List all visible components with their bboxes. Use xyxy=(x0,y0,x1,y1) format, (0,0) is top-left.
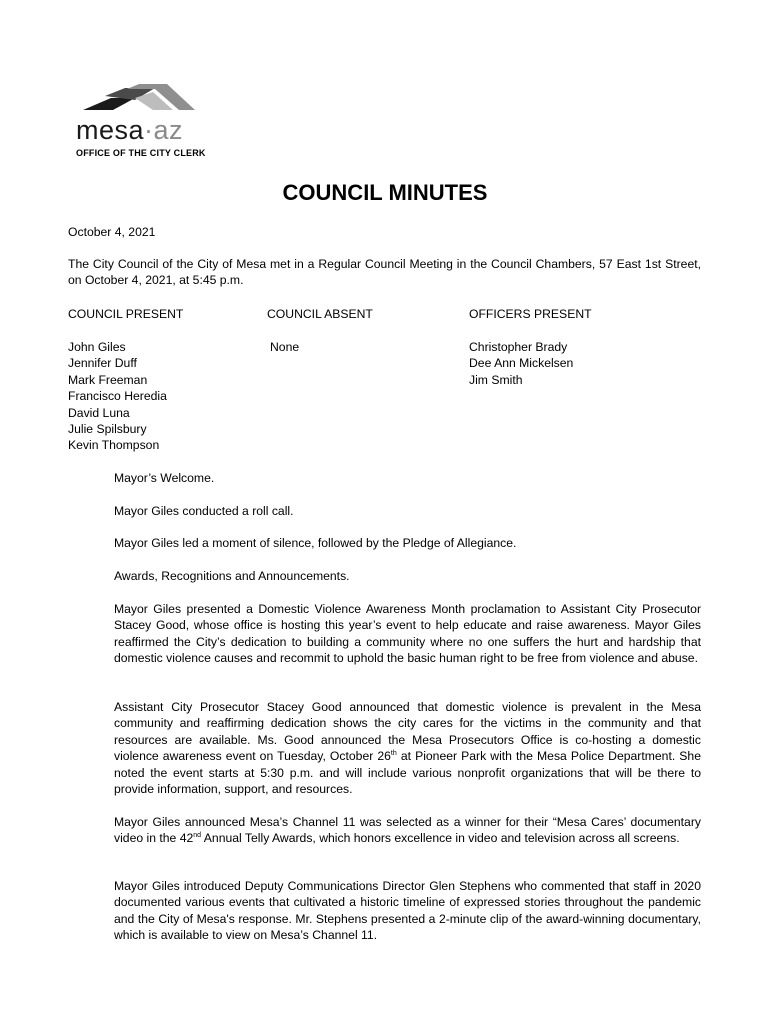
officers-present-list xyxy=(469,339,573,388)
item-stephens: Mayor Giles introduced Deputy Communications Director Glen Stephens who commented that staff in 2020 documented various events that cultivated a historic timeline of expressed stories throughout the pandemic and the City of Mesa's response. Mr. Stephens presented a 2-minute clip of the award-winning documentary, which is available to view on Mesa’s Channel 11. xyxy=(114,879,701,943)
item-good-announcement xyxy=(114,699,701,797)
list-item: Dee Ann Mickelsen xyxy=(469,356,574,371)
list-item: Kevin Thompson xyxy=(68,438,160,453)
channel-text-a: Mayor Giles announced Mesa’s Channel 11 was selected as a winner for their “Mesa Cares’ documentary video in the 42 xyxy=(114,815,701,846)
council-present-heading: COUNCIL PRESENT xyxy=(68,307,184,321)
council-present-list xyxy=(68,339,167,454)
list-item: John Giles xyxy=(68,340,126,354)
item-welcome: Mayor’s Welcome. xyxy=(114,471,215,485)
good-superscript: th xyxy=(390,750,397,758)
item-proclamation: Mayor Giles presented a Domestic Violence Awareness Month proclamation to Assistant City Prosecutor Stacey Good, whose office is hosting this year’s event to help educate and raise awareness. Mayor Giles reaffirmed the City’s dedication to building a community where no one suffers the hurt and hardship that domestic violence causes and recommit to uphold the basic human right to be free from violence and abuse. xyxy=(114,602,701,666)
page-title: COUNCIL MINUTES xyxy=(282,180,488,205)
good-text-b: at Pioneer Park with the Mesa Police Department. She noted the event starts at 5:30 p.m. and will include various nonprofit organizations that will be there to provide information, support, and resources. xyxy=(114,749,701,797)
list-item: Julie Spilsbury xyxy=(68,422,147,437)
list-item: Francisco Heredia xyxy=(68,389,167,404)
council-absent-list xyxy=(270,339,299,355)
mesa-mountain-logo-icon xyxy=(83,84,195,114)
list-item: None xyxy=(270,340,300,354)
item-roll-call: Mayor Giles conducted a roll call. xyxy=(114,504,294,518)
item-awards: Awards, Recognitions and Announcements. xyxy=(114,569,350,583)
item-silence: Mayor Giles led a moment of silence, followed by the Pledge of Allegiance. xyxy=(114,536,517,550)
channel-text-b: Annual Telly Awards, which honors excellence in video and television across all screens. xyxy=(201,831,680,846)
good-text-a: Assistant City Prosecutor Stacey Good announced that domestic violence is prevalent in the Mesa community and reaffirming dedication shows the city cares for the victims in the community and that resources are available. Ms. Good announced the Mesa Prosecutors Office is co-hosting a domestic violence awareness event on Tuesday, October 26 xyxy=(114,700,701,764)
item-channel-11 xyxy=(114,814,701,847)
channel-superscript: nd xyxy=(193,832,202,840)
list-item: Jim Smith xyxy=(469,372,523,387)
list-item: Mark Freeman xyxy=(68,372,148,387)
office-name: OFFICE OF THE CITY CLERK xyxy=(76,148,206,158)
list-item: Christopher Brady xyxy=(469,340,568,354)
list-item: Jennifer Duff xyxy=(68,356,137,371)
meeting-date: October 4, 2021 xyxy=(68,225,156,239)
officers-present-heading: OFFICERS PRESENT xyxy=(469,307,592,321)
logo-wordmark: mesa·az xyxy=(76,115,184,145)
intro-paragraph: The City Council of the City of Mesa met in a Regular Council Meeting in the Council Chambers, 57 East 1st Street, on October 4, 2021, at 5:45 p.m. xyxy=(68,257,701,288)
council-absent-heading: COUNCIL ABSENT xyxy=(267,307,373,321)
list-item: David Luna xyxy=(68,405,130,420)
mesa-az-logo xyxy=(76,84,226,144)
